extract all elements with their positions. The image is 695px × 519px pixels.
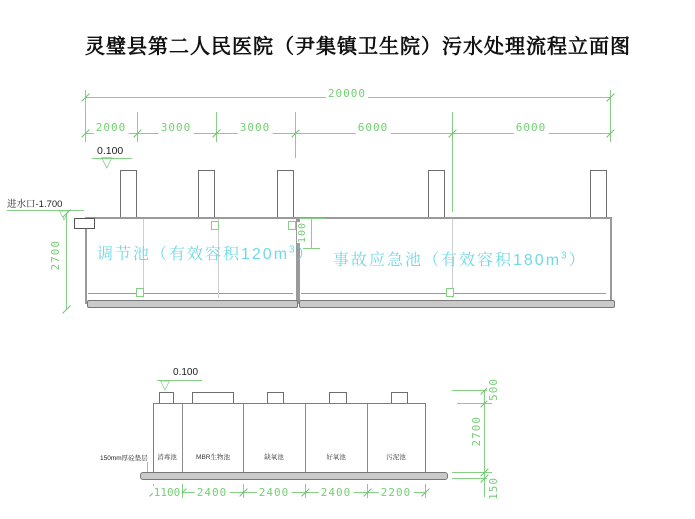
compartment-label: MBR生物池	[196, 454, 230, 461]
height-dim-text: 2700	[470, 416, 483, 447]
level-value: 0.100	[173, 367, 199, 378]
pipe-opening	[446, 288, 454, 297]
equipment-tank	[153, 403, 426, 475]
ext-line	[216, 112, 217, 142]
segment-dim-text: 2000	[95, 121, 127, 134]
tank2-label: 事故应急池（有效容积$180m^3$）	[333, 250, 587, 269]
base-slab	[140, 472, 448, 480]
width-dim-text: 2200	[380, 486, 412, 499]
vent-column	[590, 170, 607, 217]
level-mark-icon: ▽	[101, 154, 113, 171]
pipe-opening	[211, 221, 219, 230]
base-slab	[87, 300, 298, 308]
ext-line	[295, 112, 296, 158]
vent-column	[428, 170, 445, 217]
vent-column	[277, 170, 294, 217]
tank-floor-line	[88, 293, 293, 294]
dim-ext	[457, 403, 492, 404]
compartment-label: 缺氧池	[264, 454, 284, 461]
compartment-wall	[367, 404, 368, 472]
note-leader-line	[147, 462, 148, 472]
freeboard-ext-line	[299, 218, 325, 219]
width-dim-text: 2400	[258, 486, 290, 499]
pipe-opening	[288, 221, 296, 230]
total-dim-text: 20000	[327, 87, 367, 100]
vent-column	[198, 170, 215, 217]
dim-ext	[452, 390, 492, 391]
inlet-pipe	[74, 218, 95, 229]
dim-ext	[452, 478, 492, 479]
height-dim-line	[66, 213, 67, 309]
base-slab	[299, 300, 615, 308]
ext-line	[452, 112, 453, 212]
height-dim-text: 2700	[49, 240, 62, 271]
pipe-opening	[136, 288, 144, 297]
inlet-label: 进水口-1.700	[7, 199, 63, 210]
level-mark-icon: ▽	[160, 377, 170, 392]
compartment-wall	[243, 404, 244, 472]
segment-dim-text: 6000	[515, 121, 547, 134]
compartment-label: 消毒池	[157, 454, 177, 461]
level-mark-icon: ▽	[59, 207, 69, 222]
height-dim-line	[484, 390, 485, 497]
vent-column	[120, 170, 137, 217]
base-note: 150mm厚砼垫层	[100, 455, 148, 462]
width-dim-text: 1100	[153, 486, 181, 499]
height-dim-text: 500	[487, 378, 500, 401]
compartment-label: 污泥池	[386, 454, 406, 461]
width-dim-text: 2400	[196, 486, 228, 499]
segment-dim-text: 6000	[357, 121, 389, 134]
compartment-wall	[182, 404, 183, 472]
level-value: 0.100	[97, 145, 124, 157]
compartment-wall	[305, 404, 306, 472]
height-dim-text: 150	[487, 477, 500, 500]
dim-ext	[452, 472, 492, 473]
inlet-level-line	[7, 210, 84, 211]
drawing-title: 灵璧县第二人民医院（尹集镇卫生院）污水处理流程立面图	[85, 36, 631, 58]
tank1-label: 调节池（有效容积$120m^3$）	[97, 244, 315, 263]
width-dim-text: 2400	[320, 486, 352, 499]
compartment-label: 好氧池	[326, 454, 346, 461]
freeboard-dim-text: 100	[297, 222, 308, 244]
segment-dim-text: 3000	[239, 121, 271, 134]
ext-line	[137, 112, 138, 142]
segment-dim-text: 3000	[160, 121, 192, 134]
